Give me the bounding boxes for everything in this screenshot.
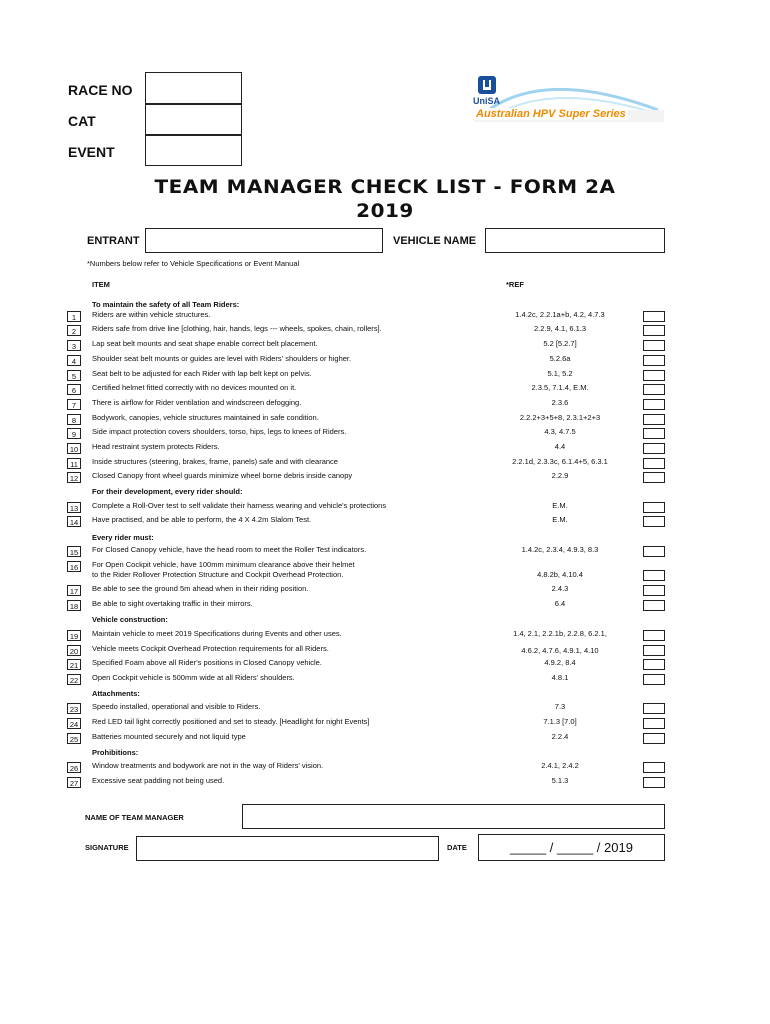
item-text: For Closed Canopy vehicle, have the head room to meet the Roller Test indicators. <box>92 545 367 554</box>
event-label: EVENT <box>68 144 115 160</box>
item-checkbox[interactable] <box>643 399 665 410</box>
item-ref: 4.9.2, 8.4 <box>544 658 576 667</box>
item-ref: 2.3.6 <box>551 398 569 407</box>
item-number: 11 <box>67 458 81 469</box>
item-text: Have practised, and be able to perform, the 4 X 4.2m Slalom Test. <box>92 515 312 524</box>
signature-input[interactable] <box>136 836 439 861</box>
item-checkbox[interactable] <box>643 428 665 439</box>
cat-label: CAT <box>68 113 96 129</box>
item-checkbox[interactable] <box>643 585 665 596</box>
item-ref: 2.2.2+3+5+8, 2.3.1+2+3 <box>519 413 601 422</box>
vehicle-name-label: VEHICLE NAME <box>393 235 477 247</box>
item-ref: 2.2.9, 4.1, 6.1.3 <box>533 324 587 333</box>
item-checkbox[interactable] <box>643 703 665 714</box>
item-ref: 2.2.4 <box>551 732 569 741</box>
item-text-continued: to the Rider Rollover Protection Structure and Cockpit Overhead Protection. <box>92 570 344 579</box>
item-checkbox[interactable] <box>643 325 665 336</box>
logo-org: UniSA <box>473 96 500 106</box>
event-input[interactable] <box>145 135 242 166</box>
item-ref: 6.4 <box>554 599 566 608</box>
item-ref: 1.4.2c, 2.2.1a+b, 4.2, 4.7.3 <box>515 310 605 319</box>
item-checkbox[interactable] <box>643 600 665 611</box>
item-text: Closed Canopy front wheel guards minimize wheel borne debris inside canopy <box>92 471 353 480</box>
item-number: 12 <box>67 472 81 483</box>
item-checkbox[interactable] <box>643 659 665 670</box>
entrant-label: ENTRANT <box>87 235 140 247</box>
logo-series: Australian HPV Super Series <box>476 108 626 120</box>
item-text: Head restraint system protects Riders. <box>92 442 220 451</box>
date-input[interactable]: _____ / _____ / 2019 <box>478 834 665 861</box>
item-number: 7 <box>67 399 81 410</box>
item-text: Inside structures (steering, brakes, frame, panels) safe and with clearance <box>92 457 338 466</box>
item-ref: 4.8.1 <box>551 673 569 682</box>
page-title: TEAM MANAGER CHECK LIST - FORM 2A <box>154 176 616 198</box>
item-checkbox[interactable] <box>643 516 665 527</box>
item-checkbox[interactable] <box>643 443 665 454</box>
item-checkbox[interactable] <box>643 355 665 366</box>
item-text: There is airflow for Rider ventilation and windscreen defogging. <box>92 398 302 407</box>
item-number: 22 <box>67 674 81 685</box>
signature-label: SIGNATURE <box>85 843 129 852</box>
item-ref: 5.2 [5.2.7] <box>543 339 577 348</box>
item-checkbox[interactable] <box>643 645 665 656</box>
item-number: 27 <box>67 777 81 788</box>
item-number: 25 <box>67 733 81 744</box>
page-title-year: 2019 <box>356 200 414 222</box>
item-number: 21 <box>67 659 81 670</box>
item-ref: 1.4.2c, 2.3.4, 4.9.3, 8.3 <box>521 545 599 554</box>
item-ref: 1.4, 2.1, 2.2.1b, 2.2.8, 6.2.1, <box>513 629 607 638</box>
item-ref: E.M. <box>552 501 568 510</box>
item-number: 5 <box>67 370 81 381</box>
item-ref: 2.4.3 <box>551 584 569 593</box>
item-text: Seat belt to be adjusted for each Rider with lap belt kept on pelvis. <box>92 369 312 378</box>
item-ref: 7.1.3 [7.0] <box>543 717 577 726</box>
item-text: Specified Foam above all Rider's positions in Closed Canopy vehicle. <box>92 658 322 667</box>
item-number: 16 <box>67 561 81 572</box>
item-text: For Open Cockpit vehicle, have 100mm minimum clearance above their helmet <box>92 560 355 569</box>
item-ref: 4.8.2b, 4.10.4 <box>537 570 583 579</box>
item-text: Vehicle meets Cockpit Overhead Protection requirements for all Riders. <box>92 644 329 653</box>
item-number: 18 <box>67 600 81 611</box>
section-heading: Every rider must: <box>92 533 154 542</box>
item-text: Riders safe from drive line [clothing, hair, hands, legs --- wheels, spokes, chain, rollers]. <box>92 324 382 333</box>
item-text: Batteries mounted securely and not liquid type <box>92 732 246 741</box>
item-text: Maintain vehicle to meet 2019 Specifications during Events and other uses. <box>92 629 342 638</box>
section-heading: For their development, every rider should: <box>92 487 243 496</box>
item-checkbox[interactable] <box>643 718 665 729</box>
item-checkbox[interactable] <box>643 311 665 322</box>
ref-column-header: *REF <box>506 280 524 289</box>
item-number: 19 <box>67 630 81 641</box>
item-ref: 5.1, 5.2 <box>547 369 573 378</box>
item-text: Certified helmet fitted correctly with no devices mounted on it. <box>92 383 297 392</box>
item-number: 10 <box>67 443 81 454</box>
item-number: 9 <box>67 428 81 439</box>
item-text: Window treatments and bodywork are not in the way of Riders' vision. <box>92 761 324 770</box>
section-heading: Attachments: <box>92 689 140 698</box>
item-number: 14 <box>67 516 81 527</box>
item-number: 1 <box>67 311 81 322</box>
item-number: 17 <box>67 585 81 596</box>
item-number: 23 <box>67 703 81 714</box>
item-ref: 2.4.1, 2.4.2 <box>541 761 579 770</box>
cat-input[interactable] <box>145 104 242 135</box>
item-text: Shoulder seat belt mounts or guides are level with Riders' shoulders or higher. <box>92 354 352 363</box>
item-ref: 7.3 <box>554 702 566 711</box>
item-text: Be able to sight overtaking traffic in their mirrors. <box>92 599 253 608</box>
item-ref: 2.2.9 <box>551 471 569 480</box>
item-ref: 2.2.1d, 2.3.3c, 6.1.4+5, 6.3.1 <box>512 457 608 466</box>
item-checkbox[interactable] <box>643 370 665 381</box>
item-ref: 5.1.3 <box>551 776 569 785</box>
item-text: Excessive seat padding not being used. <box>92 776 225 785</box>
item-number: 20 <box>67 645 81 656</box>
item-number: 6 <box>67 384 81 395</box>
item-number: 3 <box>67 340 81 351</box>
item-number: 4 <box>67 355 81 366</box>
item-number: 8 <box>67 414 81 425</box>
item-checkbox[interactable] <box>643 546 665 557</box>
item-ref: 4.6.2, 4.7.6, 4.9.1, 4.10 <box>521 646 599 655</box>
item-number: 13 <box>67 502 81 513</box>
item-checkbox[interactable] <box>643 472 665 483</box>
item-checkbox[interactable] <box>643 733 665 744</box>
item-text: Side impact protection covers shoulders, torso, hips, legs to knees of Riders. <box>92 427 347 436</box>
item-text: Riders are within vehicle structures. <box>92 310 211 319</box>
item-text: Bodywork, canopies, vehicle structures maintained in safe condition. <box>92 413 319 422</box>
race-no-label: RACE NO <box>68 82 133 98</box>
hpv-logo <box>468 70 668 130</box>
item-checkbox[interactable] <box>643 384 665 395</box>
team-manager-label: NAME OF TEAM MANAGER <box>85 813 184 822</box>
item-checkbox[interactable] <box>643 762 665 773</box>
section-heading: Vehicle construction: <box>92 615 168 624</box>
item-checkbox[interactable] <box>643 777 665 788</box>
item-text: Open Cockpit vehicle is 500mm wide at all Riders' shoulders. <box>92 673 295 682</box>
item-text: Red LED tail light correctly positioned and set to steady. [Headlight for night Events] <box>92 717 370 726</box>
item-checkbox[interactable] <box>643 340 665 351</box>
item-text: Be able to see the ground 5m ahead when in their riding position. <box>92 584 309 593</box>
item-number: 15 <box>67 546 81 557</box>
item-ref: 5.2.6a <box>549 354 571 363</box>
team-manager-input[interactable] <box>242 804 665 829</box>
reference-note: *Numbers below refer to Vehicle Specifications or Event Manual <box>87 259 300 268</box>
item-ref: 2.3.5, 7.1.4, E.M. <box>531 383 589 392</box>
entrant-input[interactable] <box>145 228 383 253</box>
item-number: 26 <box>67 762 81 773</box>
item-ref: E.M. <box>552 515 568 524</box>
item-checkbox[interactable] <box>643 674 665 685</box>
item-checkbox[interactable] <box>643 502 665 513</box>
item-checkbox[interactable] <box>643 630 665 641</box>
item-number: 24 <box>67 718 81 729</box>
race-no-input[interactable] <box>145 72 242 104</box>
item-checkbox[interactable] <box>643 414 665 425</box>
item-text: Lap seat belt mounts and seat shape enable correct belt placement. <box>92 339 318 348</box>
section-heading: To maintain the safety of all Team Riders: <box>92 300 240 309</box>
item-checkbox[interactable] <box>643 458 665 469</box>
item-ref: 4.4 <box>554 442 566 451</box>
section-heading: Prohibitions: <box>92 748 139 757</box>
date-label: DATE <box>447 843 467 852</box>
item-column-header: ITEM <box>92 280 110 289</box>
item-checkbox[interactable] <box>643 570 665 581</box>
item-number: 2 <box>67 325 81 336</box>
item-ref: 4.3, 4.7.5 <box>544 427 576 436</box>
item-text: Complete a Roll-Over test to self validate their harness wearing and vehicle's protections <box>92 501 387 510</box>
item-text: Speedo installed, operational and visible to Riders. <box>92 702 261 711</box>
vehicle-name-input[interactable] <box>485 228 665 253</box>
